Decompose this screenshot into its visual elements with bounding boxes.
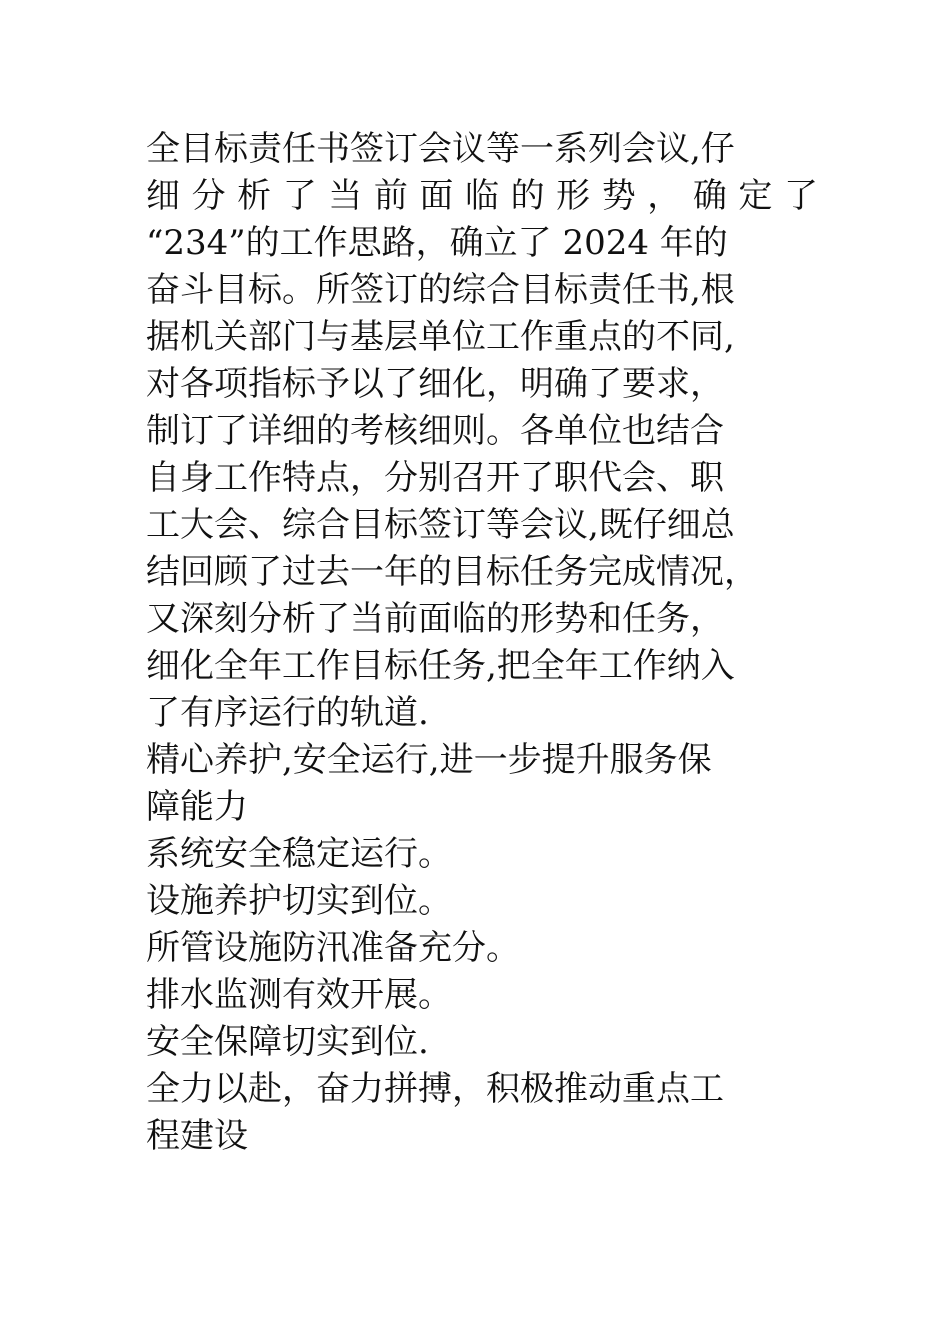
text-line: 自身工作特点，分别召开了职代会、职 bbox=[146, 458, 724, 498]
list-item: 排水监测有效开展。 bbox=[146, 975, 452, 1015]
text-line: 工大会、综合目标签订等会议,既仔细总 bbox=[146, 505, 735, 545]
text-line: “234”的工作思路，确立了 2024 年的 bbox=[146, 223, 728, 263]
text-line: 对各项指标予以了细化，明确了要求， bbox=[146, 364, 724, 404]
text-line: 细化全年工作目标任务,把全年工作纳入 bbox=[146, 646, 735, 686]
text-line: 奋斗目标。所签订的综合目标责任书,根 bbox=[146, 270, 735, 310]
text-line: 细分析了当前面临的形势，确定了 bbox=[146, 176, 818, 216]
heading-maintenance-safety bbox=[146, 737, 818, 831]
text-line: 制订了详细的考核细则。各单位也结合 bbox=[146, 411, 724, 451]
heading-line: 障能力 bbox=[146, 787, 248, 827]
heading-key-projects bbox=[146, 1066, 818, 1160]
text-line: 据机关部门与基层单位工作重点的不同, bbox=[146, 317, 735, 357]
heading-line: 精心养护,安全运行,进一步提升服务保 bbox=[146, 740, 712, 780]
text-line: 了有序运行的轨道. bbox=[146, 693, 429, 733]
heading-line: 程建设 bbox=[146, 1116, 248, 1156]
list-item: 安全保障切实到位. bbox=[146, 1022, 429, 1062]
text-line: 全目标责任书签订会议等一系列会议,仔 bbox=[146, 129, 735, 169]
list-item: 设施养护切实到位。 bbox=[146, 881, 452, 921]
heading-line: 全力以赴，奋力拼搏，积极推动重点工 bbox=[146, 1069, 724, 1109]
document-body bbox=[146, 126, 818, 1160]
item-list bbox=[146, 831, 818, 1066]
text-line: 结回顾了过去一年的目标任务完成情况， bbox=[146, 552, 758, 592]
list-item: 所管设施防汛准备充分。 bbox=[146, 928, 520, 968]
text-line: 又深刻分析了当前面临的形势和任务， bbox=[146, 599, 724, 639]
list-item: 系统安全稳定运行。 bbox=[146, 834, 452, 874]
paragraph-target-responsibility bbox=[146, 126, 818, 737]
